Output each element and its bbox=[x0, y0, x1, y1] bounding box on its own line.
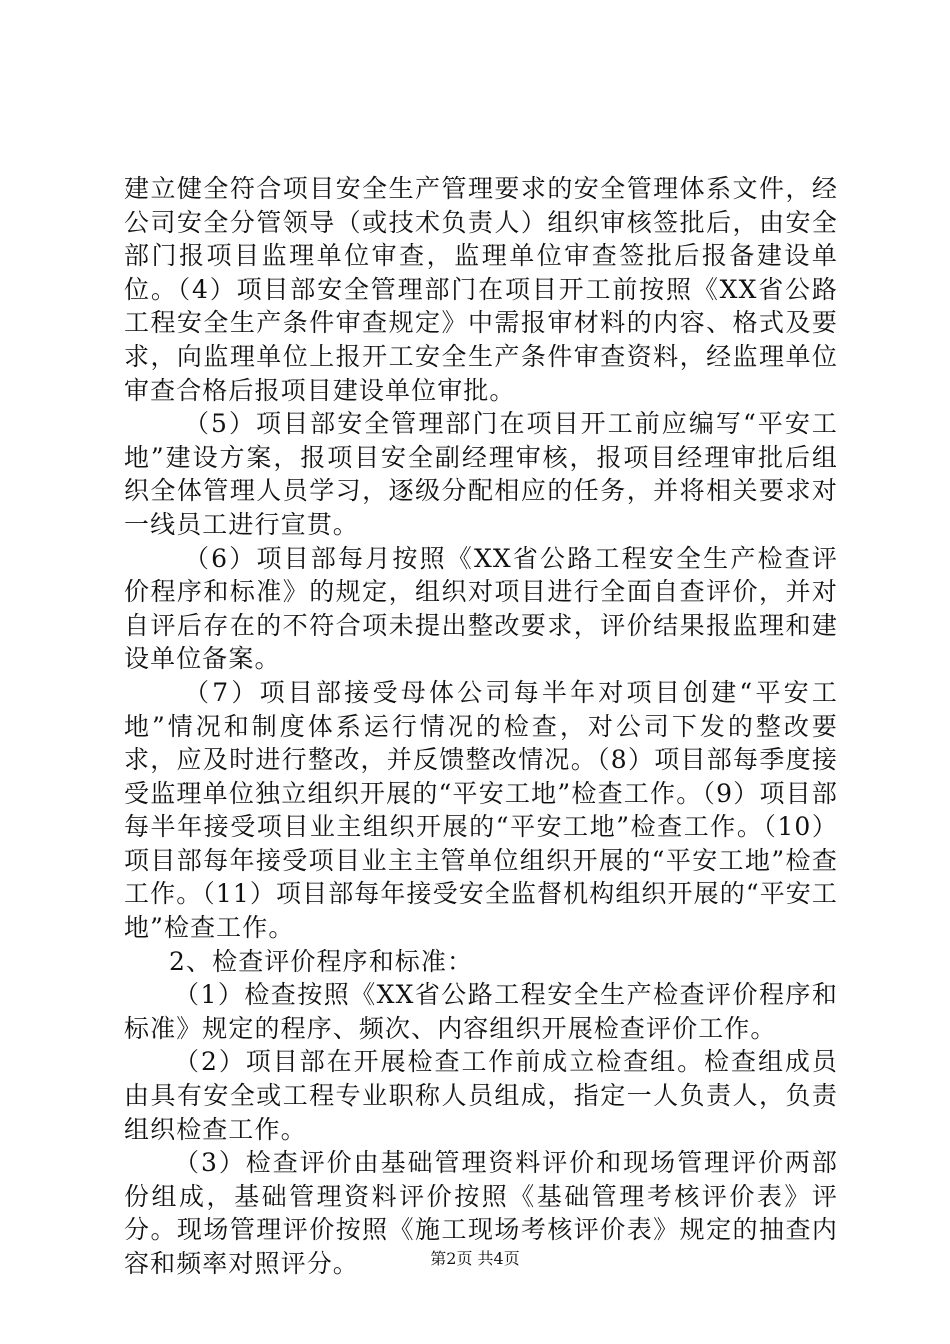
paragraph: （1）检查按照《XX省公路工程安全生产检查评价程序和标准》规定的程序、频次、内容组织开展检查评价工作。 bbox=[124, 980, 838, 1043]
section-heading: 2、检查评价程序和标准： bbox=[169, 946, 474, 976]
paragraph: （7）项目部接受母体公司每半年对项目创建“平安工地”情况和制度体系运行情况的检查，对公司下发的整改要求，应及时进行整改，并反馈整改情况。（8）项目部每季度接受监理单位独立组织开展的“平安工地”检查工作。（9）项目部每半年接受项目业主组织开展的“平安工地”检查工作。（10）项目部每年接受项目业主主管单位组织开展的“平安工地”检查工作。（11）项目部每年接受安全监督机构组织开展的“平安工地”检查工作。 bbox=[124, 677, 838, 943]
page-number-footer: 第2页 共4页 bbox=[430, 1249, 520, 1268]
paragraph: （6）项目部每月按照《XX省公路工程安全生产检查评价程序和标准》的规定，组织对项目进行全面自查评价，并对自评后存在的不符合项未提出整改要求，评价结果报监理和建设单位备案。 bbox=[124, 543, 838, 674]
paragraph: 建立健全符合项目安全生产管理要求的安全管理体系文件，经公司安全分管领导（或技术负责人）组织审核签批后，由安全部门报项目监理单位审查，监理单位审查签批后报备建设单位。（4）项目部安全管理部门在项目开工前按照《XX省公路工程安全生产条件审查规定》中需报审材料的内容、格式及要求，向监理单位上报开工安全生产条件审查资料，经监理单位审查合格后报项目建设单位审批。 bbox=[124, 174, 838, 405]
paragraph: （5）项目部安全管理部门在项目开工前应编写“平安工地”建设方案，报项目安全副经理审核，报项目经理审批后组织全体管理人员学习，逐级分配相应的任务，并将相关要求对一线员工进行宣贯。 bbox=[124, 409, 838, 539]
paragraph: （2）项目部在开展检查工作前成立检查组。检查组成员由具有安全或工程专业职称人员组成，指定一人负责人，负责组织检查工作。 bbox=[124, 1047, 838, 1144]
paragraph: （3）检查评价由基础管理资料评价和现场管理评价两部份组成，基础管理资料评价按照《基础管理考核评价表》评分。现场管理评价按照《施工现场考核评价表》规定的抽查内容和频率对照评分。 bbox=[124, 1148, 838, 1278]
document-body bbox=[124, 172, 838, 1281]
